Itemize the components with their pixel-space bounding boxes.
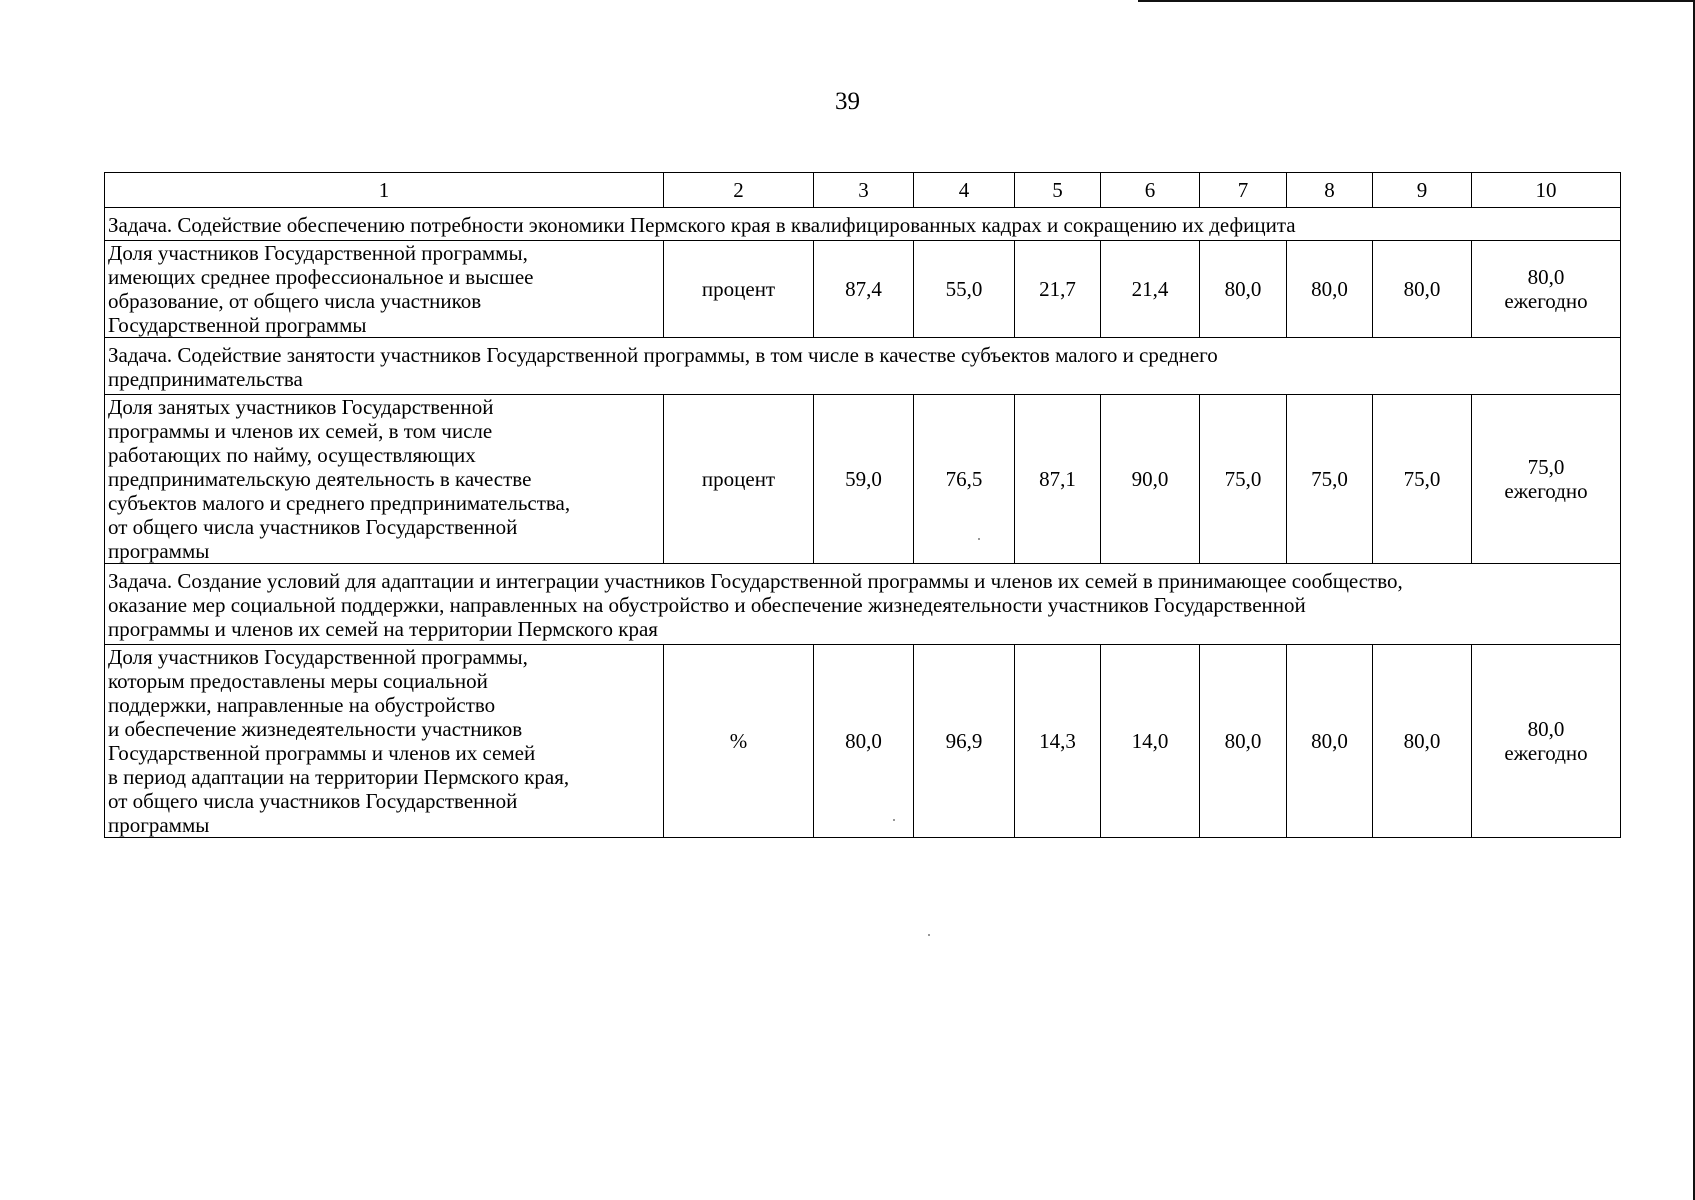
column-number-cell: 7 xyxy=(1200,173,1287,208)
indicator-name-line: Государственной программы xyxy=(108,313,367,337)
indicator-name-line: образование, от общего числа участников xyxy=(108,289,482,313)
indicator-value: 80,0 xyxy=(1287,241,1373,338)
column-number-cell: 2 xyxy=(664,173,814,208)
indicator-row xyxy=(105,645,1621,838)
indicator-name-line: которым предоставлены меры социальной xyxy=(108,669,488,693)
column-number-row xyxy=(105,173,1621,208)
indicator-unit: процент xyxy=(664,395,814,564)
indicator-value: 55,0 xyxy=(914,241,1015,338)
indicator-value: 80,0 xyxy=(1200,645,1287,838)
indicator-target xyxy=(1472,645,1621,838)
indicator-value: 59,0 xyxy=(814,395,914,564)
indicator-target xyxy=(1472,241,1621,338)
scan-speck xyxy=(928,934,930,936)
task-text xyxy=(105,564,1621,645)
indicator-name-line: программы и членов их семей, в том числе xyxy=(108,419,493,443)
task-text-line: Задача. Содействие занятости участников Государственной программы, в том числе в качестве субъектов малого и среднего xyxy=(108,343,1218,367)
indicator-value: 80,0 xyxy=(1200,241,1287,338)
task-text-line: оказание мер социальной поддержки, направленных на обустройство и обеспечение жизнедеятельности участников Государственной xyxy=(108,593,1306,617)
indicator-name-line: от общего числа участников Государственной xyxy=(108,789,518,813)
indicator-value: 80,0 xyxy=(814,645,914,838)
indicator-value: 90,0 xyxy=(1101,395,1200,564)
indicator-name-line: Доля участников Государственной программы, xyxy=(108,241,528,265)
indicator-value: 75,0 xyxy=(1287,395,1373,564)
indicator-name-line: Доля участников Государственной программы, xyxy=(108,645,528,669)
indicator-value: 96,9 xyxy=(914,645,1015,838)
column-number-cell: 8 xyxy=(1287,173,1373,208)
scan-speck xyxy=(893,819,895,821)
indicator-value: 75,0 xyxy=(1373,395,1472,564)
indicator-value: 87,1 xyxy=(1015,395,1101,564)
target-note: ежегодно xyxy=(1504,289,1588,313)
indicator-value: 87,4 xyxy=(814,241,914,338)
task-text-line: программы и членов их семей на территории Пермского края xyxy=(108,617,658,641)
indicator-name-line: работающих по найму, осуществляющих xyxy=(108,443,476,467)
indicator-value: 14,3 xyxy=(1015,645,1101,838)
indicator-name xyxy=(105,645,664,838)
column-number-cell: 10 xyxy=(1472,173,1621,208)
target-value: 80,0 xyxy=(1527,265,1565,289)
indicator-name-line: предпринимательскую деятельность в качестве xyxy=(108,467,532,491)
indicator-value: 21,7 xyxy=(1015,241,1101,338)
indicator-target xyxy=(1472,395,1621,564)
indicator-unit: % xyxy=(664,645,814,838)
indicator-name-line: программы xyxy=(108,539,210,563)
indicator-value: 76,5 xyxy=(914,395,1015,564)
column-number-cell: 9 xyxy=(1373,173,1472,208)
indicator-row xyxy=(105,241,1621,338)
task-row xyxy=(105,338,1621,395)
indicator-value: 21,4 xyxy=(1101,241,1200,338)
indicator-value: 14,0 xyxy=(1101,645,1200,838)
target-value: 80,0 xyxy=(1527,717,1565,741)
column-number-cell: 6 xyxy=(1101,173,1200,208)
indicator-name-line: субъектов малого и среднего предпринимательства, xyxy=(108,491,571,515)
indicator-name-line: в период адаптации на территории Пермского края, xyxy=(108,765,570,789)
task-text-line: предпринимательства xyxy=(108,367,303,391)
indicator-name-line: Доля занятых участников Государственной xyxy=(108,395,494,419)
task-text: Задача. Содействие обеспечению потребности экономики Пермского края в квалифицированных кадрах и сокращению их дефицита xyxy=(105,208,1621,241)
column-number-cell: 5 xyxy=(1015,173,1101,208)
indicator-value: 75,0 xyxy=(1200,395,1287,564)
target-value: 75,0 xyxy=(1527,455,1565,479)
task-row xyxy=(105,208,1621,241)
indicator-value: 80,0 xyxy=(1287,645,1373,838)
scan-speck xyxy=(978,538,980,540)
column-number-cell: 4 xyxy=(914,173,1015,208)
indicator-name xyxy=(105,395,664,564)
target-note: ежегодно xyxy=(1504,479,1588,503)
indicator-value: 80,0 xyxy=(1373,241,1472,338)
indicator-name-line: имеющих среднее профессиональное и высшее xyxy=(108,265,534,289)
task-row xyxy=(105,564,1621,645)
scan-edge-top xyxy=(1138,0,1695,2)
page-number: 39 xyxy=(835,88,860,115)
task-text xyxy=(105,338,1621,395)
indicator-value: 80,0 xyxy=(1373,645,1472,838)
indicator-name-line: от общего числа участников Государственной xyxy=(108,515,518,539)
indicators-table xyxy=(104,172,1621,838)
target-note: ежегодно xyxy=(1504,741,1588,765)
task-text-line: Задача. Создание условий для адаптации и интеграции участников Государственной программы и членов их семей в принимающее сообщество, xyxy=(108,569,1403,593)
column-number-cell: 1 xyxy=(105,173,664,208)
indicator-name-line: Государственной программы и членов их семей xyxy=(108,741,536,765)
indicator-name-line: программы xyxy=(108,813,210,837)
indicator-row xyxy=(105,395,1621,564)
indicator-name xyxy=(105,241,664,338)
indicator-name-line: и обеспечение жизнедеятельности участников xyxy=(108,717,523,741)
indicator-name-line: поддержки, направленные на обустройство xyxy=(108,693,496,717)
column-number-cell: 3 xyxy=(814,173,914,208)
indicator-unit: процент xyxy=(664,241,814,338)
